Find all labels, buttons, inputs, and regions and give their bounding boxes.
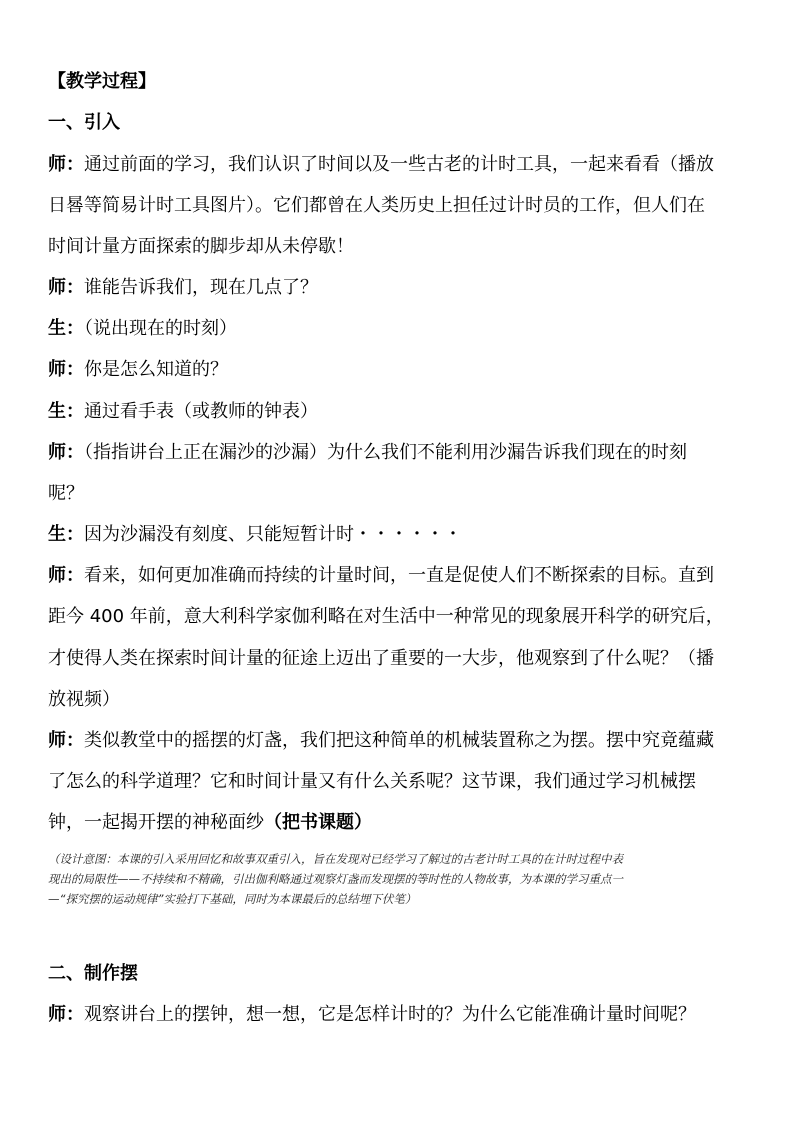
design-intent-note-line: （设计意图：本课的引入采用回忆和故事双重引入，旨在发现对已经学习了解过的古老计时工具的在计时过程中表	[48, 852, 623, 866]
paragraph-text: 因为沙漏没有刻度、只能短暂计时・・・・・・	[84, 524, 462, 545]
paragraph-student-1	[48, 317, 237, 341]
paragraph-student-3	[48, 523, 462, 547]
speaker-label: 生：	[48, 524, 84, 545]
paragraph-student-2	[48, 400, 318, 424]
heading-make-pendulum: 二、制作摆	[48, 963, 138, 984]
speaker-label: 师：	[48, 1004, 84, 1025]
paragraph-teacher-1	[48, 153, 714, 177]
design-intent-note-line: 现出的局限性——不持续和不精确，引出伽利略通过观察灯盏而发现摆的等时性的人物故事，为本课的学习重点一	[48, 872, 623, 886]
board-title-note: （把书课题）	[264, 812, 372, 833]
speaker-label: 师：	[48, 730, 84, 751]
paragraph-text-line: 才使得人类在探索时间计量的征途上迈出了重要的一大步，他观察到了什么呢？（播	[48, 648, 714, 669]
paragraph-text-line: 呢？	[48, 483, 84, 504]
speaker-label: 师：	[48, 565, 84, 586]
paragraph-text: 通过看手表（或教师的钟表）	[84, 401, 318, 422]
section-title: 【教学过程】	[48, 71, 156, 92]
paragraph-text: 类似教堂中的摇摆的灯盏，我们把这种简单的机械装置称之为摆。摆中究竟蕴藏	[84, 730, 714, 751]
paragraph-text-line: 时间计量方面探索的脚步却从未停歇！	[48, 236, 354, 257]
paragraph-teacher-7	[48, 1003, 696, 1027]
speaker-label: 师：	[48, 277, 84, 298]
heading-introduction: 一、引入	[48, 112, 120, 133]
paragraph-text-line	[48, 811, 372, 835]
paragraph-text: 谁能告诉我们，现在几点了？	[84, 277, 318, 298]
paragraph-text: （说出现在的时刻）	[84, 318, 237, 339]
paragraph-text-line: 了怎么的科学道理？它和时间计量又有什么关系呢？这节课，我们通过学习机械摆	[48, 771, 696, 792]
paragraph-text: 通过前面的学习，我们认识了时间以及一些古老的计时工具，一起来看看（播放	[84, 154, 714, 175]
paragraph-text: 看来，如何更加准确而持续的计量时间，一直是促使人们不断探索的目标。直到	[84, 565, 714, 586]
paragraph-teacher-3	[48, 358, 228, 382]
speaker-label: 生：	[48, 318, 84, 339]
paragraph-teacher-5	[48, 564, 714, 588]
speaker-label: 师：	[48, 154, 84, 175]
speaker-label: 师：	[48, 442, 84, 463]
paragraph-text: 你是怎么知道的？	[84, 359, 228, 380]
speaker-label: 师：	[48, 359, 84, 380]
design-intent-note-line: —“探究摆的运动规律”实验打下基础，同时为本课最后的总结埋下伏笔）	[48, 892, 417, 906]
paragraph-teacher-2	[48, 276, 318, 300]
paragraph-text-line: 放视频）	[48, 689, 120, 710]
paragraph-teacher-6	[48, 729, 714, 753]
paragraph-text-line: 日晷等简易计时工具图片）。它们都曾在人类历史上担任过计时员的工作，但人们在	[48, 195, 705, 216]
paragraph-teacher-4	[48, 441, 687, 465]
paragraph-text-line: 距今 400 年前，意大利科学家伽利略在对生活中一种常见的现象展开科学的研究后，	[48, 606, 724, 627]
paragraph-text: （指指讲台上正在漏沙的沙漏）为什么我们不能利用沙漏告诉我们现在的时刻	[84, 442, 687, 463]
paragraph-text: 钟，一起揭开摆的神秘面纱	[48, 812, 264, 833]
paragraph-text: 观察讲台上的摆钟，想一想，它是怎样计时的？为什么它能准确计量时间呢？	[84, 1004, 696, 1025]
speaker-label: 生：	[48, 401, 84, 422]
